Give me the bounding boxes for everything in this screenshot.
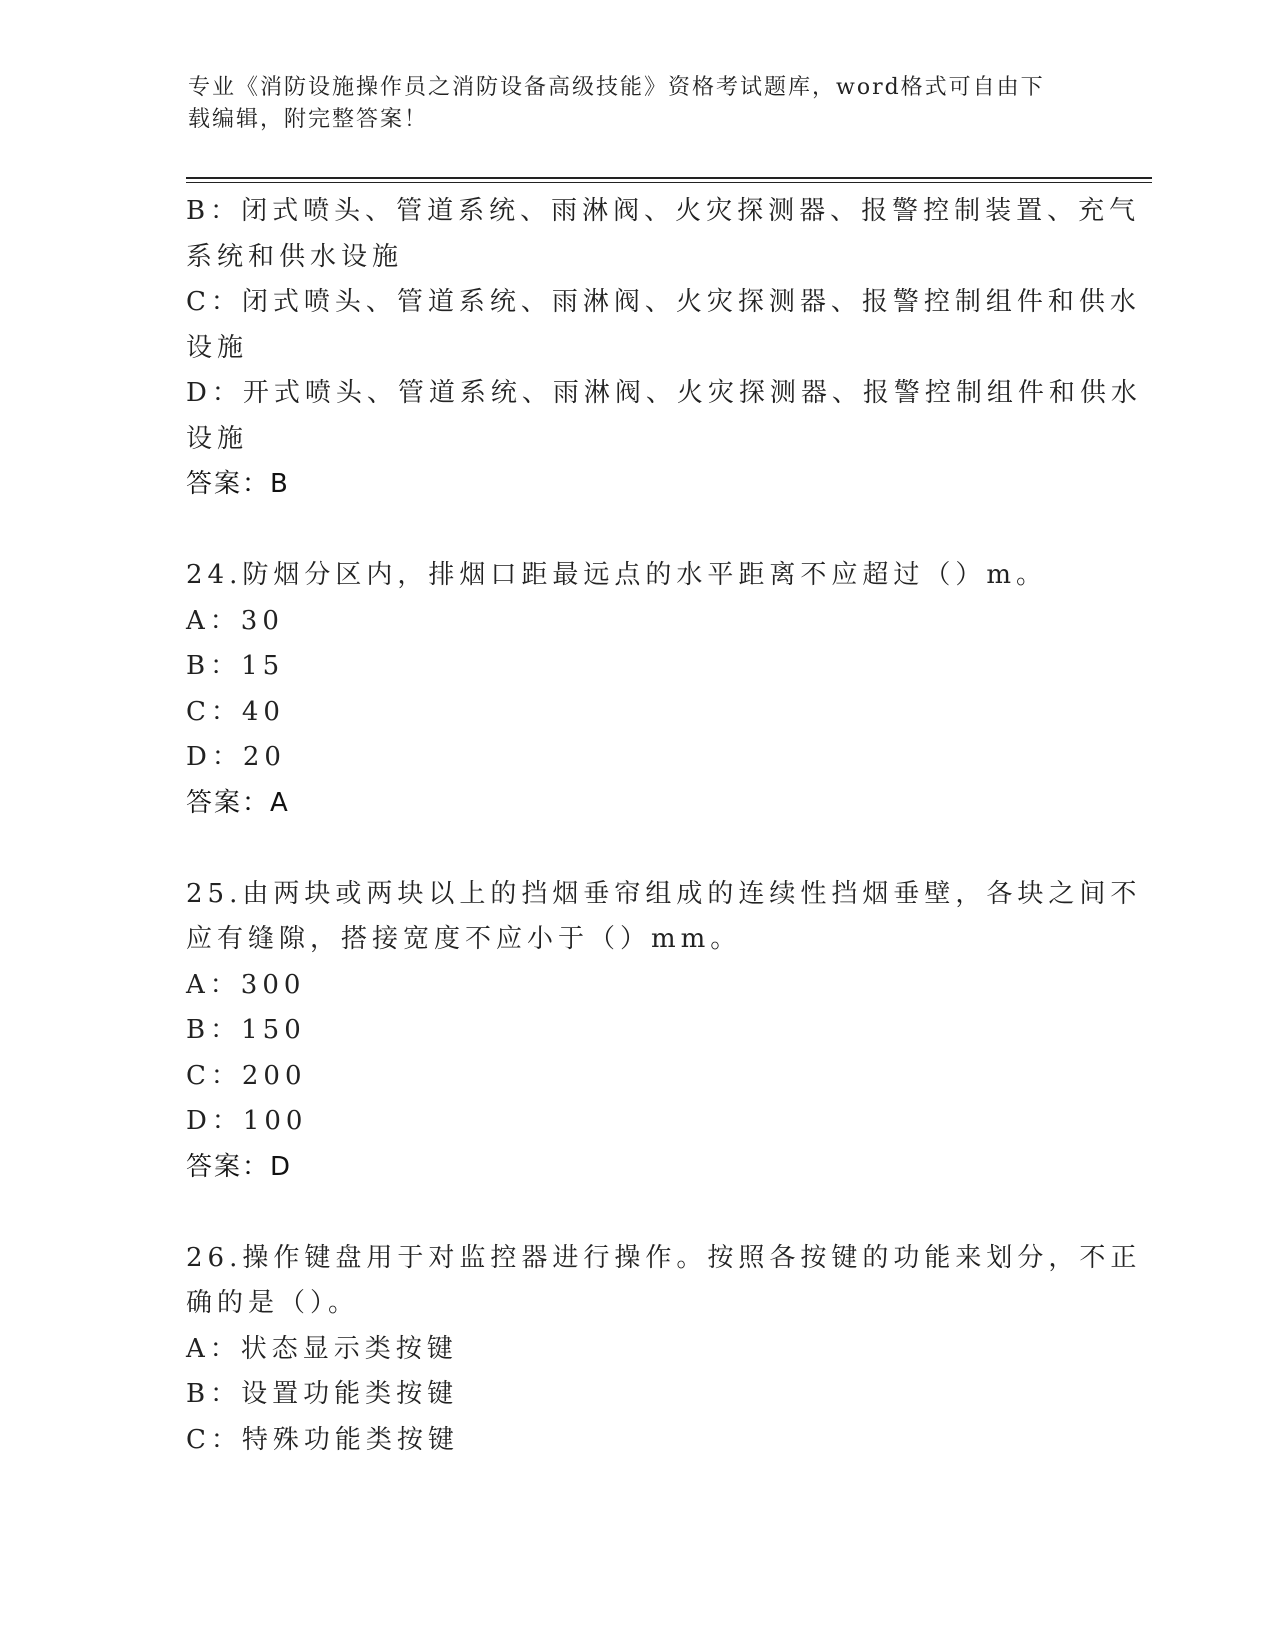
q26-stem-line-2: 确的是（）。 [186,1288,360,1318]
header-title-line-1: 专业《消防设施操作员之消防设备高级技能》资格考试题库，word格式可自由下 [188,75,1045,100]
spacer [186,508,1086,554]
q23-option-c-line-2: 设施 [186,332,249,363]
q24-stem-line-1: 24.防烟分区内，排烟口距最远点的水平距离不应超过（）m。 [186,560,1048,590]
question-25-block [186,872,1142,1191]
q23-option-c-line-1: C：闭式喷头、管道系统、雨淋阀、火灾探测器、报警控制组件和供水 [186,287,1141,317]
q25-option-d: D：100 [186,1106,308,1136]
header-divider-thin [186,182,1152,183]
q25-option-b: B：150 [186,1015,306,1045]
q24-option-a: A：30 [186,605,284,636]
q25-option-c: C：200 [186,1060,307,1091]
q26-option-b: B：设置功能类按键 [186,1379,459,1409]
q26-stem-line-1: 26.操作键盘用于对监控器进行操作。按照各按键的功能来划分，不正 [186,1242,1142,1273]
question-list [186,189,1142,1463]
q26-option-c: C：特殊功能类按键 [186,1424,459,1455]
q24-option-d: D：20 [186,742,286,772]
header-divider-thick [186,177,1152,179]
q24-answer: 答案：A [186,787,290,818]
q23-option-b-line-1: B：闭式喷头、管道系统、雨淋阀、火灾探测器、报警控制装置、充气 [186,196,1141,226]
q23-option-d-line-1: D：开式喷头、管道系统、雨淋阀、火灾探测器、报警控制组件和供水 [186,378,1142,408]
q25-stem-line-2: 应有缝隙，搭接宽度不应小于（）mm。 [186,924,742,954]
q24-option-c: C：40 [186,696,285,727]
question-26-block [186,1236,1142,1464]
q26-option-a: A：状态显示类按键 [186,1333,458,1364]
q25-option-a: A：300 [186,969,306,1000]
spacer [186,1190,1086,1236]
question-23-block [186,189,1142,508]
question-24-block [186,553,1086,826]
q23-option-d-line-2: 设施 [186,423,249,454]
header-title-line-2: 载编辑，附完整答案！ [188,107,429,132]
q25-answer: 答案：D [186,1151,293,1182]
page-header [188,72,1088,136]
q25-stem-line-1: 25.由两块或两块以上的挡烟垂帘组成的连续性挡烟垂壁，各块之间不 [186,878,1142,909]
spacer [186,826,1086,872]
q24-option-b: B：15 [186,651,285,681]
q23-option-b-line-2: 系统和供水设施 [186,241,404,272]
q23-answer: 答案：B [186,469,290,499]
